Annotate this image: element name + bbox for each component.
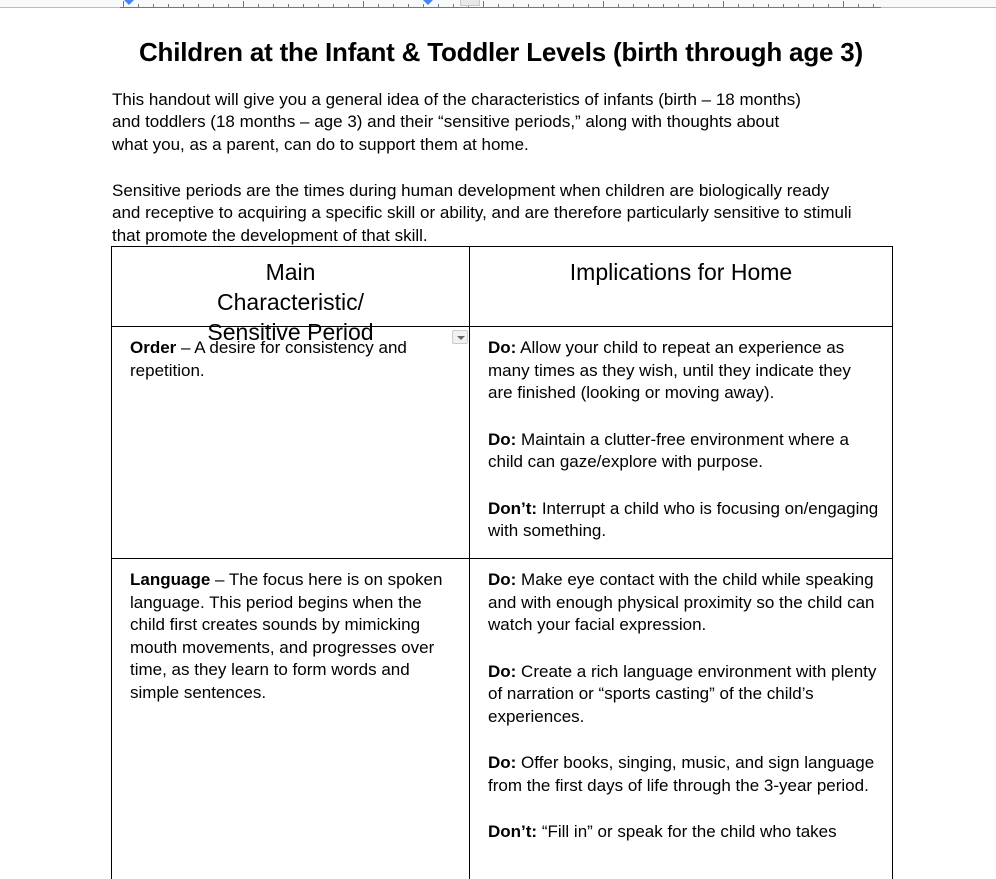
implication-item [488,661,880,729]
ruler-tick [483,1,484,7]
ruler-margin-right [881,0,996,8]
ruler-indent-marker-cell[interactable] [423,0,433,5]
ruler-tick [858,4,859,7]
ruler-tick [783,4,784,7]
ruler-tick [438,4,439,7]
ruler-column-handle[interactable] [460,0,480,6]
period-separator: – [210,570,229,589]
period-cell-language[interactable] [112,559,470,879]
header-cell-characteristic[interactable] [112,247,470,345]
period-name: Language [130,570,211,589]
ruler-tick [333,4,334,7]
ruler-tick [543,4,544,7]
implication-text: Allow your child to repeat an experience as many times as they wish, until they indicate they are finished (looking or moving away). [488,338,851,402]
ruler-tick [618,4,619,7]
implication-text: Make eye contact with the child while speaking and with enough physical proximity so the child can watch your facial expression. [488,570,875,634]
implication-item [488,429,880,474]
ruler-tick [378,4,379,7]
table-row [112,327,892,559]
ruler-tick [648,4,649,7]
implication-item [488,821,880,844]
ruler-tick [243,1,244,7]
ruler-tick [453,4,454,7]
header-label-implications: Implications for Home [569,259,793,285]
ruler-tick [558,4,559,7]
ruler-tick [738,4,739,7]
ruler-tick [288,4,289,7]
ruler-tick [528,4,529,7]
implications-cell-language[interactable] [470,559,892,879]
intro-paragraph[interactable]: This handout will give you a general idea of the characteristics of infants (birth – 18 months) and toddlers (18 months – age 3) and their “sensitive periods,” along with thoughts about what you, as a parent, can do to support them at home. [112,90,801,154]
implication-item [488,569,880,637]
implication-text: Offer books, singing, music, and sign language from the first days of life through the 3-year period. [488,753,875,795]
table-header-row [112,247,892,345]
ruler-tick [798,4,799,7]
implication-item [488,752,880,797]
ruler-tick [498,4,499,7]
period-text [130,569,455,704]
ruler-tick [513,4,514,7]
ruler-tick [633,4,634,7]
ruler-tick [153,4,154,7]
implication-item [488,498,880,543]
ruler-tick [588,4,589,7]
table-row [112,559,892,879]
ruler-margin-left [0,0,120,8]
ruler-tick [408,4,409,7]
implication-label: Do: [488,661,517,681]
implication-label: Do: [488,570,517,589]
ruler-tick [273,4,274,7]
implication-label: Don’t: [488,822,538,841]
ruler-tick [228,4,229,7]
ruler-tick [303,4,304,7]
ruler-tick [198,4,199,7]
definition-paragraph[interactable]: Sensitive periods are the times during human development when children are biologically ready and receptive to acquiring a specific skill or ability, and are therefore particularly sensitive to stimuli that promote the development of that skill. [112,181,852,245]
period-description: The focus here is on spoken language. This period begins when the child first creates sounds by mimicking mouth movements, and progresses over time, as they learn to form words and simple sentences. [130,570,443,702]
period-name: Order [130,338,177,357]
ruler-tick [708,4,709,7]
implication-text: Maintain a clutter-free environment where a child can gaze/explore with purpose. [488,429,849,471]
ruler-tick [213,4,214,7]
document-title: Children at the Infant & Toddler Levels (birth through age 3) [138,37,863,67]
ruler-tick [828,4,829,7]
horizontal-ruler[interactable] [0,0,996,8]
implication-label: Do: [488,753,517,772]
implication-text: Interrupt a child who is focusing on/engaging with something. [488,498,879,540]
implication-text: “Fill in” or speak for the child who takes [537,822,837,841]
ruler-tick [873,4,874,7]
ruler-tick [183,4,184,7]
period-cell-order[interactable] [112,327,470,558]
ruler-tick [603,1,604,7]
ruler-tick [138,4,139,7]
ruler-tick [768,4,769,7]
header-cell-implications[interactable] [470,247,892,326]
implication-label: Do: [488,338,517,357]
ruler-tick [393,4,394,7]
ruler-tick [363,1,364,7]
ruler-indent-marker-left[interactable] [124,0,134,5]
implication-text: Create a rich language environment with plenty of narration or “sports casting” of the child’s experiences. [488,661,877,726]
ruler-tick [753,4,754,7]
period-separator: – [176,338,195,357]
ruler-tick [258,4,259,7]
implication-label: Do: [488,429,517,449]
ruler-tick [573,4,574,7]
implication-label: Don’t: [488,498,538,518]
ruler-tick [663,4,664,7]
period-description: A desire for consistency and repetition. [130,338,407,380]
ruler-tick [843,1,844,7]
period-text [130,337,455,382]
sensitive-periods-table [111,246,893,879]
header-label-characteristic: Main Characteristic/ Sensitive Period [207,259,374,345]
cell-menu-chevron-down-icon[interactable] [452,330,468,344]
ruler-tick [678,4,679,7]
ruler-tick [168,4,169,7]
ruler-tick [318,4,319,7]
implication-item [488,337,880,405]
ruler-tick [348,4,349,7]
ruler-tick [693,4,694,7]
ruler-tick [723,1,724,7]
ruler-tick [813,4,814,7]
implications-cell-order[interactable] [470,327,892,558]
